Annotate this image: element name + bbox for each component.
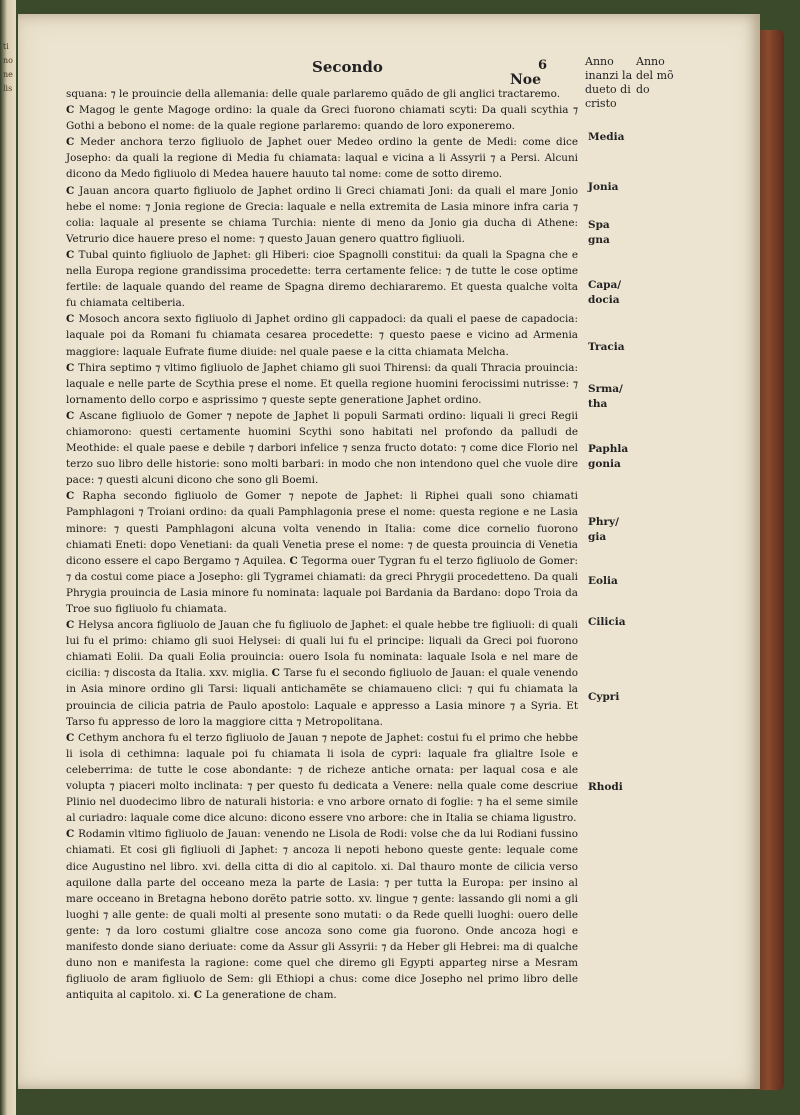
margin-note: Capa/ docia <box>588 279 622 306</box>
margin-note: Cypri <box>588 691 620 703</box>
paragraph: C Jauan ancora quarto figliuolo de Japhet ordino li Greci chiamati Joni: da quali el mare Jonio hebe el nome: ⁊ Jonia regione de Grecia: laquale e nella extremita de Lasia minore infra caria ⁊ colia: laquale al presente se chiama Turchia: niente di meno da Jonio gia ducha di Athene: Vetrurio dice hauere preso el nome: ⁊ questo Jauan genero quattro figliuoli. <box>66 184 578 245</box>
margin-note: Eolia <box>588 575 618 587</box>
paragraph: squana: ⁊ le prouincie della allemania: delle quale parlaremo quãdo de gli anglici tractaremo. <box>66 88 561 100</box>
paragraph-mark-icon: C <box>66 409 80 422</box>
paragraph-mark-icon: C <box>271 667 284 680</box>
running-title: Secondo <box>312 58 383 76</box>
paragraph-mark-icon: C <box>66 104 79 117</box>
margin-note: Spa gna <box>588 219 610 246</box>
binding-spine <box>758 30 784 1090</box>
paragraph-mark-icon: C <box>66 361 79 374</box>
paragraph-mark-icon: C <box>193 989 206 1002</box>
paragraph-mark-icon: C <box>66 828 79 841</box>
paragraph-mark-icon: C <box>66 490 83 503</box>
margin-note: Srma/ tha <box>588 383 623 410</box>
paragraph-mark-icon: C <box>66 731 79 744</box>
margin-note: Cilicia <box>588 616 626 628</box>
margin-note: Tracia <box>588 341 625 353</box>
paragraph: C Helysa ancora figliuolo de Jauan che fu figliuolo de Japhet: el quale hebbe tre figliuoli: di quali lui fu el primo: chiamo gli suoi Helysei: di quali lui fu el principe: liquali da Greci poi fuorono chiamati Eolii. Da quali Eolia prouincia: ouero Isola fu nominata: laquale Isola e nel mare de cicilia: ⁊ discosta da Italia. xxv. miglia. C Tarse fu el secondo figliuolo de Jauan: el quale venendo in Asia minore ordino gli Tarsi: liquali antichamẽte se chiamaueno clici: ⁊ qui fu chiamata la prouincia de cilicia patria de Paulo apostolo: Laquale e appresso a Lasia minore ⁊ a Syria. Et Tarso fu appresso de loro la maggiore citta ⁊ Metropolitana. <box>66 619 578 728</box>
paragraph-mark-icon: C <box>66 313 79 326</box>
chronology-column-head-1: Anno inanzi la dueto di cristo <box>585 55 633 110</box>
paragraph-mark-icon: C <box>66 619 78 632</box>
paragraph: C Magog le gente Magoge ordino: la quale da Greci fuorono chiamati scyti: Da quali scythia ⁊ Gothi a bebono el nome: de la quale regione parlaremo: quando de loro exponeremo. <box>66 104 578 133</box>
paragraph: C Rapha secondo figliuolo de Gomer ⁊ nepote de Japhet: li Riphei quali sono chiamati Pamphlagoni ⁊ Troiani ordino: da quali Pamphlagonia prese el nome: questa regione e ne Lasia minore: ⁊ questi Pamphlagoni alcuna volta venendo in Italia: come dice cornelio fuorono chiamati Eneti: dopo Venetiani: da quali Venetia prese el nome: ⁊ de questa prouincia di Venetia dicono essere el capo Bergamo ⁊ Aquilea. C Tegorma ouer Tygran fu el terzo figliuolo de Gomer: ⁊ da costui come piace a Josepho: gli Tygramei chiamati: da greci Phrygii procedetteno. Da quali Phrygia prouincia de Lasia minore fu nominata: laquale poi Bardania da Bardano: dopo Troia da Troe suo figliuolo fu chiamata. <box>66 490 578 615</box>
paragraph: C Rodamin vltimo figliuolo de Jauan: venendo ne Lisola de Rodi: volse che da lui Rodiani fussino chiamati. Et cosi gli figliuoli di Japhet: ⁊ ancoza li nepoti hebono queste gente: lequale come dice Augustino nel libro. xvi. della citta di dio al capitolo. xi. Dal thauro monte de cilicia verso aquilone dalla parte del occeano meza la parte de Lasia: ⁊ per tutta la Europa: per insino al mare occeano in Bretagna hebono dorẽto patrie sotto. xv. lingue ⁊ gente: lassando gli nomi a gli luoghi ⁊ alle gente: de quali molti al presente sono mutati: o da Rede quelli luoghi: ouero delle gente: ⁊ da loro costumi glialtre cose ancoza sono come gia fuorono. Onde ancoza hogi e manifesto donde siano deriuate: come da Assur gli Assyrii: ⁊ da Heber gli Hebrei: ma di qualche duno non e manifesta la ragione: come quel che diremo gli Egypti apparteg nirse a Mesram figliuolo de aram figliuolo de Sem: gli Ethiopi a chus: come dice Josepho nel primo libro delle antiquita al capitolo. xi. C La generatione de cham. <box>66 828 578 1002</box>
paragraph: C Meder anchora terzo figliuolo de Japhet ouer Medeo ordino la gente de Medi: come dice Josepho: da quali la regione di Media fu chiamata: laqual e vicina a li Assyrii ⁊ a Persi. Alcuni dicono da Medo figliuolo di Medea hauere hauuto tal nome: come de sotto diremo. <box>66 136 578 181</box>
margin-note: Jonia <box>588 181 619 193</box>
section-heading: Noe <box>510 72 542 88</box>
margin-note: Rhodi <box>588 781 623 793</box>
paragraph-mark-icon: C <box>66 136 81 149</box>
paragraph: C Mosoch ancora sexto figliuolo di Japhet ordino gli cappadoci: da quali el paese de capadocia: laquale poi da Romani fu chiamata cesarea procedette: ⁊ questo paese e vicino ad Armenia maggiore: laquale Eufrate fiume diuide: nel quale paese e la citta chiamata Melcha. <box>66 313 579 358</box>
paragraph-mark-icon: C <box>66 184 80 197</box>
paragraph-mark-icon: C <box>66 248 79 261</box>
paragraph: C Ascane figliuolo de Gomer ⁊ nepote de Japhet li populi Sarmati ordino: liquali li greci Regii chiamorono: questi certamente huomini Scythi sono habitati nel profondo da palludi de Meothide: el quale paese e debile ⁊ darbori infelice ⁊ senza fructo dotato: ⁊ come dice Florio nel terzo suo libro delle historie: sono molti barbari: in modo che non intendono quel che vuole dire pace: ⁊ questi alcuni dicono che sono gli Boemi. <box>66 409 578 487</box>
paragraph: C Tubal quinto figliuolo de Japhet: gli Hiberi: cioe Spagnolli constitui: da quali la Spagna che e nella Europa regione grandissima procedette: terra certamente felice: ⁊ de tutte le cose optime fertile: de laquale quando del reame de Spagna diremo dechiararemo. Et questa qualche volta fu chiamata celtiberia. <box>66 248 579 310</box>
left-page-edge <box>0 0 16 1115</box>
margin-note: Paphla gonia <box>588 443 629 470</box>
paragraph-mark-icon: C <box>289 554 302 567</box>
main-text-block <box>66 86 578 1003</box>
margin-note: Media <box>588 131 625 143</box>
folio-number: 6 <box>538 58 548 73</box>
paragraph: C Thira septimo ⁊ vltimo figliuolo de Japhet chiamo gli suoi Thirensi: da quali Thracia prouincia: laquale e nelle parte de Scythia prese el nome. Et quella regione huomini ferocissimi nutrisse: ⁊ lornamento dello corpo e asprissimo ⁊ queste septe generatione Japhet ordino. <box>66 361 578 406</box>
paragraph: C Cethym anchora fu el terzo figliuolo de Jauan ⁊ nepote de Japhet: costui fu el primo che hebbe li isola di cethimna: laquale poi fu chiamata li isola de cypri: laquale fra glialtre Isole e celeberrima: de tutte le cose abondante: ⁊ de richeze antiche ornata: per laqual cosa e ale volupta ⁊ piaceri molto inclinata: ⁊ per questo fu dedicata a Venere: nella quale come descriue Plinio nel duodecimo libro de naturali historia: e vno arbore ornato di foglie: ⁊ ha el seme simile al curiadro: laquale come dice alcuno: dicono essere vno arbore: che in Italia se chiama ligustro. <box>66 731 578 825</box>
left-page-fragment: tinone lis <box>3 42 13 93</box>
chronology-column-head-2: Anno del mõ do <box>636 55 674 96</box>
margin-note: Phry/ gia <box>588 516 619 543</box>
